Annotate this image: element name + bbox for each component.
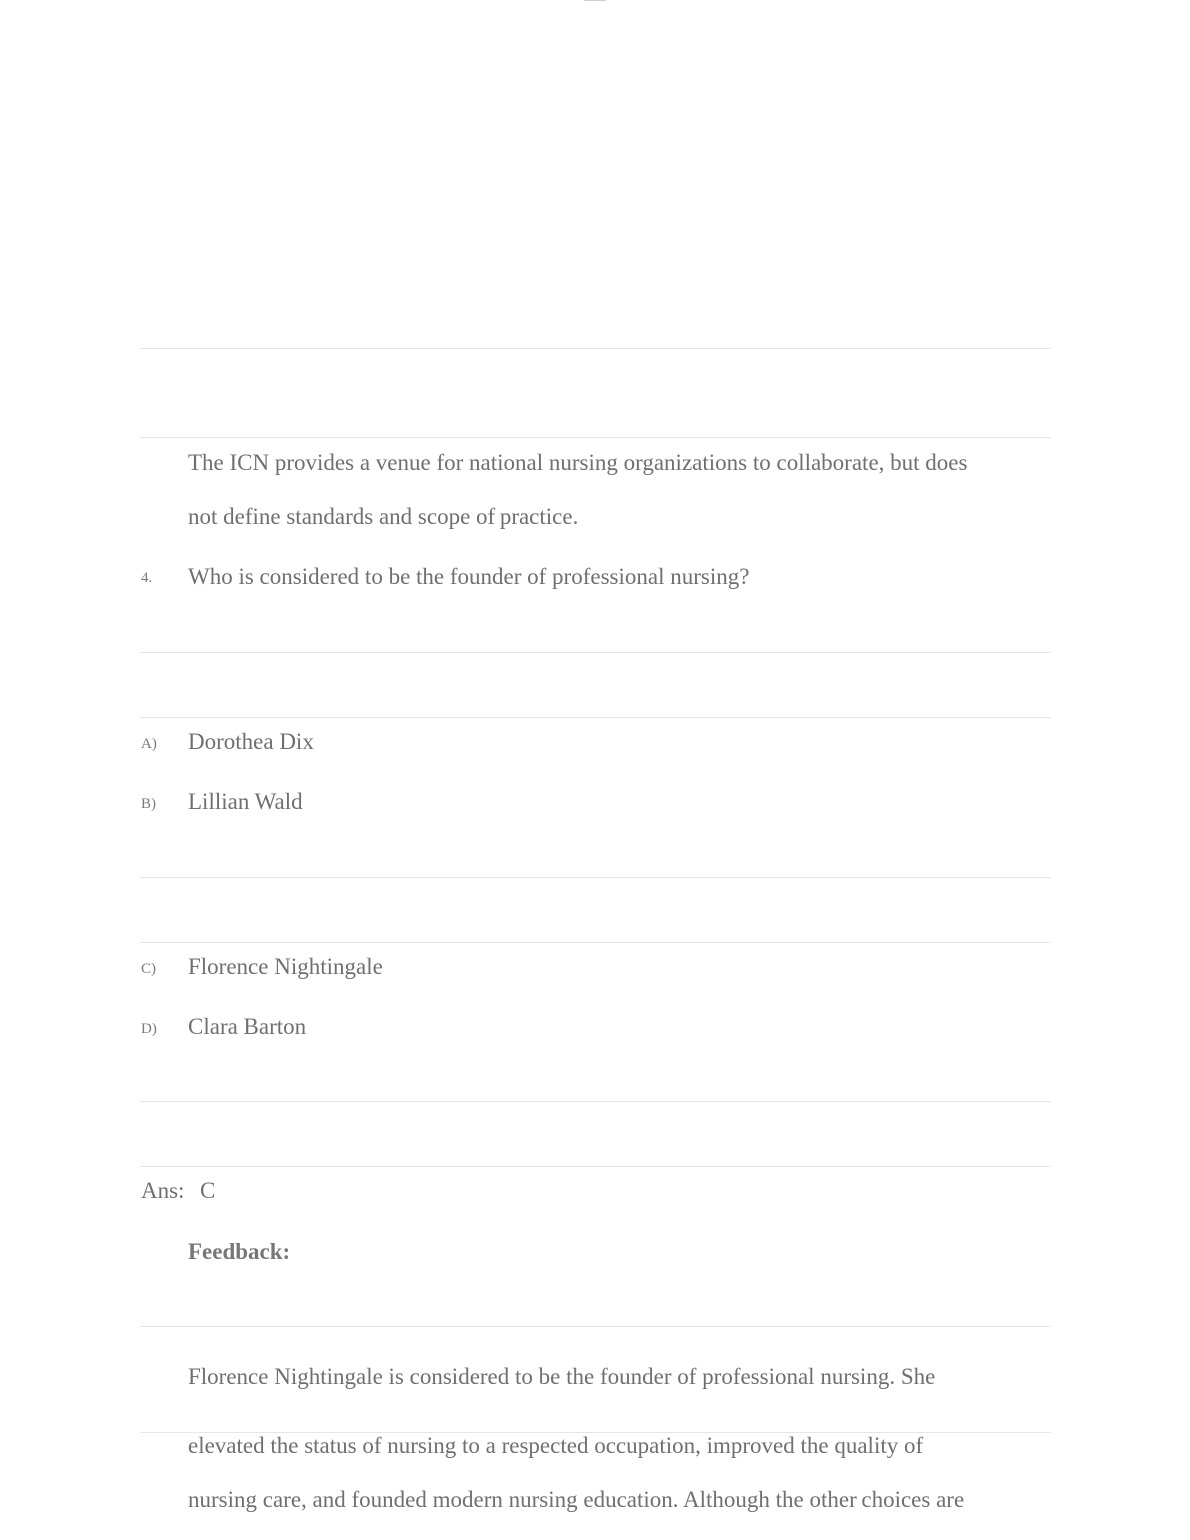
divider bbox=[140, 1166, 1051, 1167]
divider bbox=[140, 652, 1051, 653]
feedback-line-1: Florence Nightingale is considered to be the founder of professional nursing. She bbox=[188, 1364, 936, 1389]
option-a-letter: A) bbox=[141, 736, 157, 752]
answer-value: C bbox=[200, 1178, 216, 1203]
icn-explanation-line-1: The ICN provides a venue for national nursing organizations to collaborate, but does bbox=[188, 450, 968, 475]
divider bbox=[140, 717, 1051, 718]
option-d-text: Clara Barton bbox=[188, 1014, 307, 1039]
option-b-letter: B) bbox=[141, 796, 156, 812]
option-c-text: Florence Nightingale bbox=[188, 954, 383, 979]
option-b-text: Lillian Wald bbox=[188, 789, 303, 814]
divider bbox=[140, 877, 1051, 878]
divider bbox=[140, 437, 1051, 438]
divider bbox=[140, 1101, 1051, 1102]
header-mark bbox=[584, 0, 606, 4]
question-number: 4. bbox=[141, 570, 153, 586]
question-text: Who is considered to be the founder of professional nursing? bbox=[188, 564, 750, 589]
feedback-heading: Feedback: bbox=[188, 1239, 291, 1264]
feedback-line-2: elevated the status of nursing to a respected occupation, improved the quality of bbox=[188, 1433, 924, 1458]
icn-explanation-line-2: not define standards and scope of practice. bbox=[188, 504, 579, 529]
option-c-letter: C) bbox=[141, 961, 156, 977]
option-d-letter: D) bbox=[141, 1021, 157, 1037]
divider bbox=[140, 1326, 1051, 1327]
option-a-text: Dorothea Dix bbox=[188, 729, 314, 754]
divider bbox=[140, 348, 1051, 349]
divider bbox=[140, 942, 1051, 943]
answer-label: Ans: bbox=[141, 1178, 185, 1203]
feedback-line-3: nursing care, and founded modern nursing education. Although the other choices are bbox=[188, 1487, 965, 1512]
